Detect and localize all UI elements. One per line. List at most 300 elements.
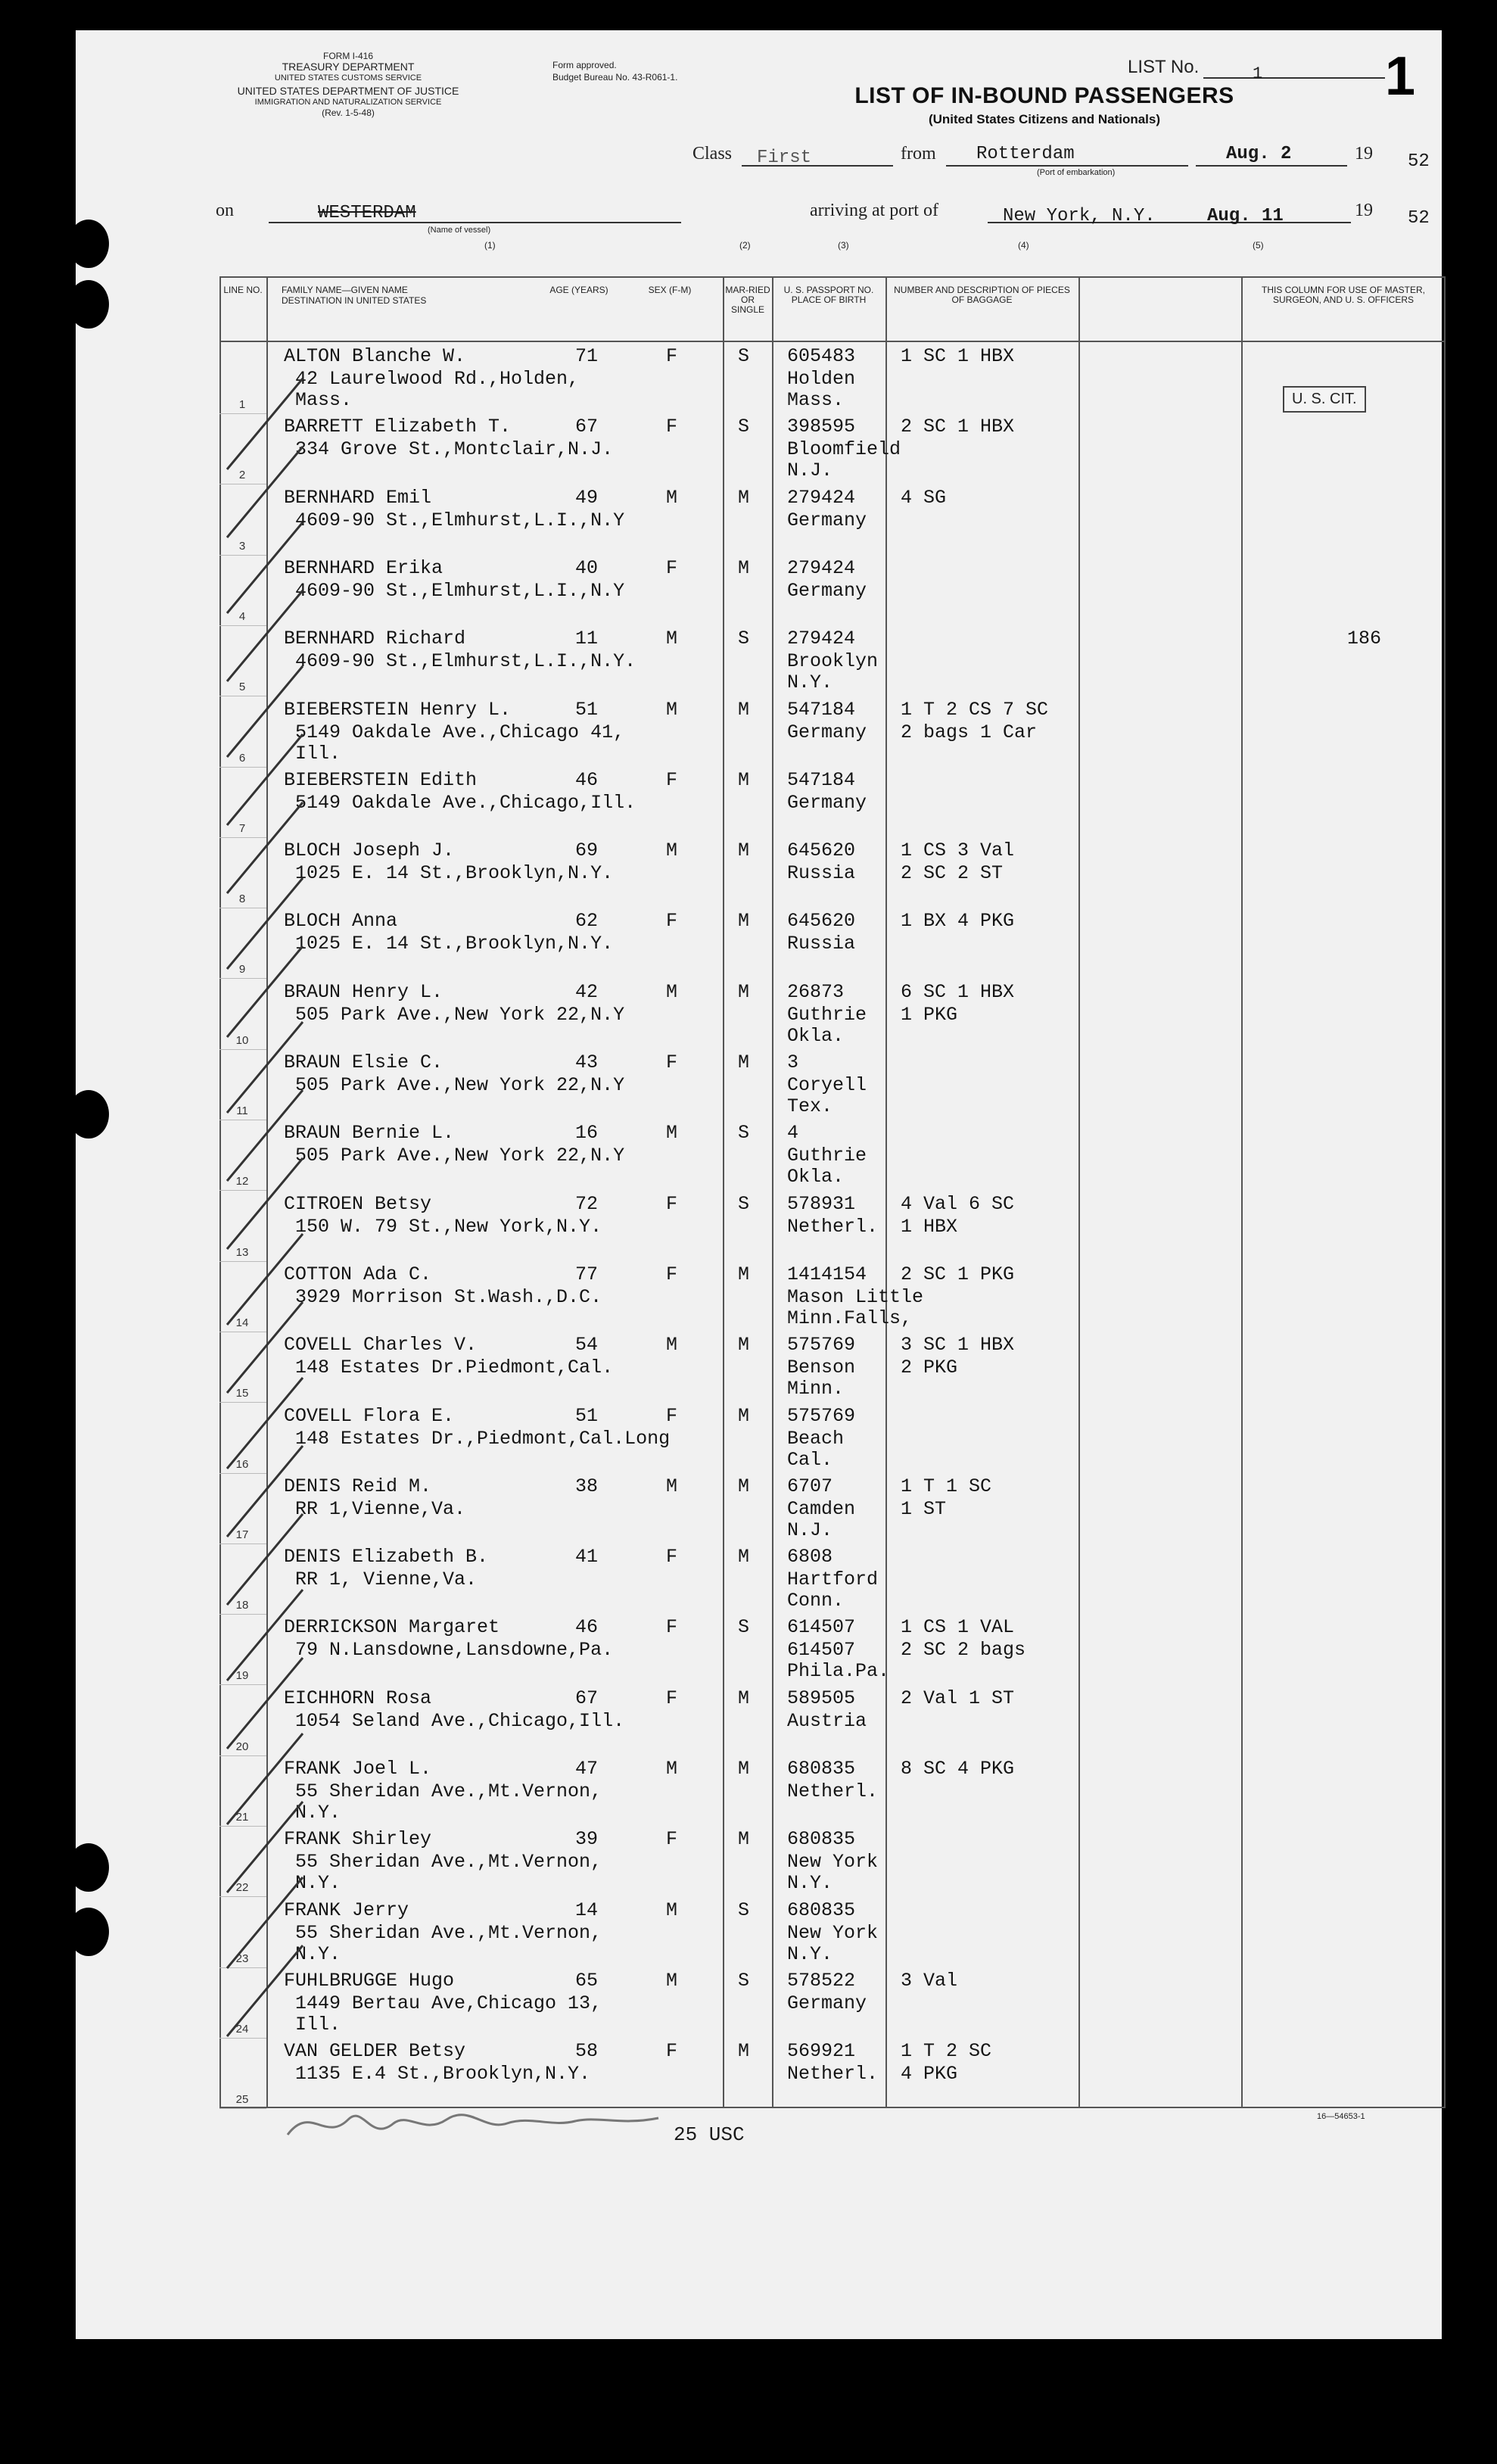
table-row bbox=[219, 908, 1446, 979]
line-number: 6 bbox=[238, 751, 246, 765]
passenger-marital: M bbox=[738, 910, 750, 933]
officer-note: 186 bbox=[1347, 628, 1382, 650]
place-of-birth: Hartford bbox=[787, 1568, 879, 1591]
line-number: 22 bbox=[235, 1881, 249, 1895]
place-of-birth: Camden bbox=[787, 1497, 856, 1520]
passenger-name: BLOCH Joseph J. bbox=[284, 840, 455, 862]
passenger-address: 5149 Oakdale Ave.,Chicago 41, bbox=[295, 721, 625, 743]
passenger-sex: M bbox=[666, 1334, 678, 1357]
baggage-line-1: 1 T 2 SC bbox=[901, 2040, 992, 2063]
col-line-no: LINE NO. bbox=[223, 285, 263, 295]
table-row bbox=[219, 1685, 1446, 1756]
passenger-marital: M bbox=[738, 698, 750, 721]
passport-number: 589505 bbox=[787, 1687, 856, 1709]
table-row bbox=[219, 1120, 1446, 1191]
passenger-sex: M bbox=[666, 1899, 678, 1921]
passport-number: 680835 bbox=[787, 1828, 856, 1851]
passport-number: 398595 bbox=[787, 416, 856, 438]
passport-number: 6707 bbox=[787, 1475, 833, 1497]
line-number: 18 bbox=[235, 1599, 249, 1612]
passenger-marital: M bbox=[738, 1051, 750, 1073]
baggage-line-1: 1 CS 3 Val bbox=[901, 840, 1015, 862]
check-marks bbox=[219, 363, 356, 2107]
binder-hole bbox=[68, 1908, 109, 1956]
justice-dept: UNITED STATES DEPARTMENT OF JUSTICE bbox=[237, 85, 459, 97]
baggage-line-2: 1 HBX bbox=[901, 1215, 958, 1238]
passenger-name: DENIS Reid M. bbox=[284, 1475, 432, 1497]
from-line bbox=[946, 165, 1188, 167]
col-num-3: (3) bbox=[838, 240, 849, 251]
line-number: 1 bbox=[238, 398, 246, 411]
depart-date: Aug. 2 bbox=[1226, 144, 1292, 164]
passport-number: 6808 bbox=[787, 1546, 833, 1568]
table-row bbox=[219, 1544, 1446, 1615]
place-of-birth: Netherl. bbox=[787, 1780, 879, 1802]
row-separator bbox=[219, 2108, 266, 2109]
place-of-birth: Germany bbox=[787, 1992, 867, 2014]
passenger-age: 46 bbox=[575, 768, 599, 791]
place-of-birth: Netherl. bbox=[787, 2063, 879, 2086]
place-of-birth: New York bbox=[787, 1921, 879, 1944]
col-num-5: (5) bbox=[1253, 240, 1264, 251]
line-number: 10 bbox=[235, 1033, 249, 1047]
passenger-address: 55 Sheridan Ave.,Mt.Vernon, bbox=[295, 1921, 602, 1944]
passenger-age: 47 bbox=[575, 1758, 599, 1780]
col-num-1: (1) bbox=[484, 240, 496, 251]
immigration-service: IMMIGRATION AND NATURALIZATION SERVICE bbox=[254, 98, 442, 107]
binder-hole bbox=[68, 1843, 109, 1892]
passenger-age: 58 bbox=[575, 2040, 599, 2063]
place-of-birth: Guthrie bbox=[787, 1145, 867, 1167]
passenger-name: BIEBERSTEIN Edith bbox=[284, 768, 478, 791]
budget-bureau: Budget Bureau No. 43-R061-1. bbox=[552, 72, 678, 83]
line-number: 24 bbox=[235, 2022, 249, 2036]
year-value-1: 52 bbox=[1408, 151, 1430, 172]
passenger-marital: M bbox=[738, 1334, 750, 1357]
passenger-name: BRAUN Henry L. bbox=[284, 980, 443, 1003]
baggage-line-1: 4 SG bbox=[901, 486, 947, 509]
place-of-birth: New York bbox=[787, 1851, 879, 1874]
passport-number: 547184 bbox=[787, 698, 856, 721]
passenger-address: 55 Sheridan Ave.,Mt.Vernon, bbox=[295, 1851, 602, 1874]
line-number: 4 bbox=[238, 609, 246, 623]
customs-service: UNITED STATES CUSTOMS SERVICE bbox=[274, 73, 422, 83]
table-row bbox=[219, 767, 1446, 838]
passenger-marital: S bbox=[738, 1899, 750, 1921]
table-row bbox=[219, 1826, 1446, 1897]
passenger-sex: F bbox=[666, 1687, 678, 1709]
passenger-name: FRANK Joel L. bbox=[284, 1758, 432, 1780]
passenger-marital: M bbox=[738, 1404, 750, 1427]
list-no-value: 1 bbox=[1253, 64, 1263, 83]
passport-number: 578931 bbox=[787, 1192, 856, 1215]
place-of-birth: Germany bbox=[787, 791, 867, 814]
passenger-age: 46 bbox=[575, 1616, 599, 1639]
col-sex: SEX (F-M) bbox=[648, 285, 692, 295]
passenger-name: COTTON Ada C. bbox=[284, 1263, 432, 1285]
passenger-marital: S bbox=[738, 1192, 750, 1215]
passenger-sex: M bbox=[666, 486, 678, 509]
passenger-age: 14 bbox=[575, 1899, 599, 1921]
passenger-name: BRAUN Bernie L. bbox=[284, 1122, 455, 1145]
passenger-address: 150 W. 79 St.,New York,N.Y. bbox=[295, 1215, 602, 1238]
table-row bbox=[219, 979, 1446, 1050]
passport-number: 569921 bbox=[787, 2040, 856, 2063]
place-of-birth-cont: Cal. bbox=[787, 1448, 833, 1471]
passenger-age: 51 bbox=[575, 698, 599, 721]
place-of-birth-cont: Minn.Falls, bbox=[787, 1307, 913, 1329]
table-row bbox=[219, 413, 1446, 484]
usc-note: 25 USC bbox=[674, 2123, 745, 2146]
us-citizen-stamp: U. S. CIT. bbox=[1283, 386, 1366, 413]
passenger-marital: M bbox=[738, 486, 750, 509]
passenger-name: CITROEN Betsy bbox=[284, 1192, 432, 1215]
passport-number: 645620 bbox=[787, 840, 856, 862]
passenger-address: 4609-90 St.,Elmhurst,L.I.,N.Y. bbox=[295, 650, 636, 673]
passport-number: 1414154 bbox=[787, 1263, 867, 1285]
place-of-birth: Austria bbox=[787, 1709, 867, 1732]
passenger-sex: M bbox=[666, 1475, 678, 1497]
place-of-birth: Netherl. bbox=[787, 1215, 879, 1238]
place-of-birth: Guthrie bbox=[787, 1003, 867, 1026]
place-of-birth-cont: N.J. bbox=[787, 459, 833, 482]
col-destination: DESTINATION IN UNITED STATES bbox=[282, 295, 427, 306]
list-no-line bbox=[1203, 77, 1385, 79]
passport-number: 3 bbox=[787, 1051, 799, 1073]
passenger-age: 69 bbox=[575, 840, 599, 862]
passenger-age: 43 bbox=[575, 1051, 599, 1073]
line-number: 14 bbox=[235, 1316, 249, 1329]
passenger-sex: F bbox=[666, 910, 678, 933]
passenger-name: COVELL Flora E. bbox=[284, 1404, 455, 1427]
passenger-address-cont: N.Y. bbox=[295, 1802, 341, 1824]
passenger-marital: M bbox=[738, 1546, 750, 1568]
line-number: 16 bbox=[235, 1457, 249, 1471]
baggage-line-1: 3 Val bbox=[901, 1969, 958, 1992]
place-of-birth-cont: N.J. bbox=[787, 1519, 833, 1541]
passenger-marital: M bbox=[738, 1758, 750, 1780]
passenger-address-cont: Ill. bbox=[295, 2013, 341, 2036]
passport-number: 575769 bbox=[787, 1404, 856, 1427]
table-row bbox=[219, 1403, 1446, 1474]
place-of-birth-cont: N.Y. bbox=[787, 1942, 833, 1965]
table-row bbox=[219, 1967, 1446, 2039]
line-number: 9 bbox=[238, 963, 246, 977]
passenger-age: 41 bbox=[575, 1546, 599, 1568]
passenger-sex: F bbox=[666, 1192, 678, 1215]
baggage-line-2: 1 ST bbox=[901, 1497, 947, 1520]
passenger-sex: M bbox=[666, 1122, 678, 1145]
baggage-line-1: 1 SC 1 HBX bbox=[901, 345, 1015, 367]
passenger-marital: M bbox=[738, 980, 750, 1003]
passenger-address: 505 Park Ave.,New York 22,N.Y bbox=[295, 1145, 625, 1167]
table-row bbox=[219, 1897, 1446, 1968]
passenger-address: 4609-90 St.,Elmhurst,L.I.,N.Y bbox=[295, 509, 625, 531]
col-married: MAR-RIED OR SINGLE bbox=[725, 285, 770, 315]
place-of-birth: Russia bbox=[787, 862, 856, 885]
line-number: 20 bbox=[235, 1740, 249, 1753]
place-of-birth: 614507 bbox=[787, 1639, 856, 1662]
passport-number: 680835 bbox=[787, 1758, 856, 1780]
passenger-address: 79 N.Lansdowne,Lansdowne,Pa. bbox=[295, 1639, 614, 1662]
passenger-sex: M bbox=[666, 698, 678, 721]
passenger-address: 1449 Bertau Ave,Chicago 13, bbox=[295, 1992, 602, 2014]
passenger-marital: M bbox=[738, 1263, 750, 1285]
revision: (Rev. 1-5-48) bbox=[322, 107, 375, 118]
passenger-marital: S bbox=[738, 345, 750, 367]
place-of-birth-cont: N.Y. bbox=[787, 1872, 833, 1895]
passenger-name: DERRICKSON Margaret bbox=[284, 1616, 500, 1639]
place-of-birth-cont: N.Y. bbox=[787, 671, 833, 694]
place-of-birth-cont: Okla. bbox=[787, 1166, 845, 1188]
passenger-name: FRANK Jerry bbox=[284, 1899, 409, 1921]
passenger-address: 1135 E.4 St.,Brooklyn,N.Y. bbox=[295, 2063, 591, 2086]
passenger-name: BERNHARD Richard bbox=[284, 628, 466, 650]
arrival-date: Aug. 11 bbox=[1207, 206, 1284, 226]
passenger-name: BERNHARD Erika bbox=[284, 556, 443, 579]
table-row bbox=[219, 625, 1446, 696]
passenger-name: BRAUN Elsie C. bbox=[284, 1051, 443, 1073]
binder-hole bbox=[68, 220, 109, 268]
passenger-marital: M bbox=[738, 1687, 750, 1709]
place-of-birth-cont: Mass. bbox=[787, 389, 845, 411]
table-row bbox=[219, 1614, 1446, 1685]
passenger-name: ALTON Blanche W. bbox=[284, 345, 466, 367]
passenger-name: BARRETT Elizabeth T. bbox=[284, 416, 512, 438]
baggage-line-1: 1 BX 4 PKG bbox=[901, 910, 1015, 933]
line-number: 17 bbox=[235, 1528, 249, 1541]
passenger-age: 49 bbox=[575, 486, 599, 509]
passenger-address: 3929 Morrison St.Wash.,D.C. bbox=[295, 1285, 602, 1308]
passenger-age: 71 bbox=[575, 345, 599, 367]
passenger-sex: F bbox=[666, 1828, 678, 1851]
line-number: 23 bbox=[235, 1952, 249, 1965]
place-of-birth-cont: Okla. bbox=[787, 1024, 845, 1047]
passenger-sex: F bbox=[666, 1404, 678, 1427]
line-number: 13 bbox=[235, 1245, 249, 1259]
line-number: 11 bbox=[236, 1104, 248, 1117]
line-number: 15 bbox=[235, 1387, 249, 1400]
baggage-line-2: 4 PKG bbox=[901, 2063, 958, 2086]
passenger-sex: M bbox=[666, 1758, 678, 1780]
place-of-birth-cont: Phila.Pa. bbox=[787, 1660, 890, 1683]
baggage-line-2: 1 PKG bbox=[901, 1003, 958, 1026]
passenger-age: 11 bbox=[575, 628, 599, 650]
passenger-address-cont: N.Y. bbox=[295, 1942, 341, 1965]
passenger-address: RR 1, Vienne,Va. bbox=[295, 1568, 478, 1591]
passenger-address: 505 Park Ave.,New York 22,N.Y bbox=[295, 1074, 625, 1096]
list-no-label: LIST No. bbox=[1128, 57, 1200, 77]
col-num-2: (2) bbox=[739, 240, 751, 251]
baggage-line-1: 6 SC 1 HBX bbox=[901, 980, 1015, 1003]
passenger-marital: M bbox=[738, 556, 750, 579]
passenger-age: 65 bbox=[575, 1969, 599, 1992]
depart-date-line bbox=[1196, 165, 1347, 167]
passenger-address: 334 Grove St.,Montclair,N.J. bbox=[295, 438, 614, 461]
passenger-sex: F bbox=[666, 2040, 678, 2063]
passenger-age: 40 bbox=[575, 556, 599, 579]
passenger-marital: S bbox=[738, 1616, 750, 1639]
from-label: from bbox=[901, 144, 936, 164]
passenger-marital: M bbox=[738, 768, 750, 791]
passenger-name: EICHHORN Rosa bbox=[284, 1687, 432, 1709]
line-number: 7 bbox=[238, 821, 246, 835]
baggage-line-1: 8 SC 4 PKG bbox=[901, 1758, 1015, 1780]
col-num-4: (4) bbox=[1018, 240, 1029, 251]
passenger-address: 42 Laurelwood Rd.,Holden, bbox=[295, 368, 580, 390]
passenger-table bbox=[219, 276, 1446, 2108]
table-row bbox=[219, 484, 1446, 556]
col-officers: THIS COLUMN FOR USE OF MASTER, SURGEON, AND U. S. OFFICERS bbox=[1261, 285, 1425, 305]
page-title: LIST OF IN-BOUND PASSENGERS bbox=[854, 83, 1234, 108]
line-number: 5 bbox=[238, 681, 246, 694]
place-of-birth: Brooklyn bbox=[787, 650, 879, 673]
passport-number: 614507 bbox=[787, 1616, 856, 1639]
form-number: FORM I-416 bbox=[322, 51, 373, 61]
col-passport: U. S. PASSPORT NO. PLACE OF BIRTH bbox=[783, 285, 874, 305]
line-number: 2 bbox=[238, 469, 246, 482]
passenger-age: 67 bbox=[575, 1687, 599, 1709]
place-of-birth: Germany bbox=[787, 509, 867, 531]
passenger-sex: F bbox=[666, 1051, 678, 1073]
passenger-age: 62 bbox=[575, 910, 599, 933]
passenger-address: 55 Sheridan Ave.,Mt.Vernon, bbox=[295, 1780, 602, 1802]
passport-number: 279424 bbox=[787, 556, 856, 579]
place-of-birth: Holden bbox=[787, 368, 856, 390]
big-list-number: 1 bbox=[1385, 46, 1416, 107]
passenger-address: 1054 Seland Ave.,Chicago,Ill. bbox=[295, 1709, 625, 1732]
baggage-line-2: 2 SC 2 bags bbox=[901, 1639, 1026, 1662]
binder-hole bbox=[68, 280, 109, 329]
table-row bbox=[219, 1755, 1446, 1827]
passenger-name: VAN GELDER Betsy bbox=[284, 2040, 466, 2063]
place-of-birth: Russia bbox=[787, 933, 856, 955]
passenger-name: DENIS Elizabeth B. bbox=[284, 1546, 489, 1568]
passenger-marital: S bbox=[738, 1969, 750, 1992]
passenger-address: 148 Estates Dr.,Piedmont,Cal.Long bbox=[295, 1427, 671, 1450]
passenger-name: BLOCH Anna bbox=[284, 910, 398, 933]
passenger-marital: M bbox=[738, 1475, 750, 1497]
col-name: FAMILY NAME—GIVEN NAME bbox=[282, 285, 408, 295]
passenger-sex: F bbox=[666, 1546, 678, 1568]
table-row bbox=[219, 837, 1446, 908]
passenger-age: 72 bbox=[575, 1192, 599, 1215]
passenger-age: 77 bbox=[575, 1263, 599, 1285]
col-age: AGE (YEARS) bbox=[549, 285, 608, 295]
passenger-marital: M bbox=[738, 2040, 750, 2063]
place-of-birth: Mason Little bbox=[787, 1285, 924, 1308]
passenger-name: FRANK Shirley bbox=[284, 1828, 432, 1851]
passenger-name: COVELL Charles V. bbox=[284, 1334, 478, 1357]
baggage-line-1: 3 SC 1 HBX bbox=[901, 1334, 1015, 1357]
passenger-marital: M bbox=[738, 840, 750, 862]
passenger-address: 5149 Oakdale Ave.,Chicago,Ill. bbox=[295, 791, 636, 814]
passenger-sex: F bbox=[666, 345, 678, 367]
passenger-age: 39 bbox=[575, 1828, 599, 1851]
passenger-address-cont: Ill. bbox=[295, 742, 341, 765]
passenger-sex: F bbox=[666, 768, 678, 791]
passenger-sex: F bbox=[666, 556, 678, 579]
line-number: 19 bbox=[235, 1669, 249, 1683]
passenger-address: 1025 E. 14 St.,Brooklyn,N.Y. bbox=[295, 933, 614, 955]
passenger-sex: F bbox=[666, 1263, 678, 1285]
baggage-line-1: 1 T 1 SC bbox=[901, 1475, 992, 1497]
passenger-age: 54 bbox=[575, 1334, 599, 1357]
line-number: 21 bbox=[235, 1811, 249, 1824]
passport-number: 279424 bbox=[787, 628, 856, 650]
table-row bbox=[219, 555, 1446, 626]
place-of-birth: Bloomfield bbox=[787, 438, 901, 461]
passenger-address: 505 Park Ave.,New York 22,N.Y bbox=[295, 1003, 625, 1026]
baggage-line-1: 4 Val 6 SC bbox=[901, 1192, 1015, 1215]
passenger-address: RR 1,Vienne,Va. bbox=[295, 1497, 466, 1520]
passenger-sex: M bbox=[666, 980, 678, 1003]
year-label-1: 19 bbox=[1355, 144, 1373, 164]
on-label: on bbox=[216, 201, 234, 220]
baggage-line-1: 2 SC 1 HBX bbox=[901, 416, 1015, 438]
table-row bbox=[219, 1332, 1446, 1403]
passport-number: 26873 bbox=[787, 980, 845, 1003]
place-of-birth-cont: Tex. bbox=[787, 1095, 833, 1117]
place-of-birth: Germany bbox=[787, 579, 867, 602]
table-row bbox=[219, 343, 1446, 414]
passport-number: 575769 bbox=[787, 1334, 856, 1357]
passenger-name: BIEBERSTEIN Henry L. bbox=[284, 698, 512, 721]
from-value: Rotterdam bbox=[976, 144, 1075, 164]
passenger-sex: M bbox=[666, 628, 678, 650]
passport-number: 680835 bbox=[787, 1899, 856, 1921]
place-of-birth-cont: Conn. bbox=[787, 1590, 845, 1612]
passenger-sex: M bbox=[666, 1969, 678, 1992]
page-subtitle: (United States Citizens and Nationals) bbox=[928, 112, 1161, 126]
baggage-line-1: 2 Val 1 ST bbox=[901, 1687, 1015, 1709]
passenger-sex: M bbox=[666, 840, 678, 862]
baggage-line-2: 2 PKG bbox=[901, 1357, 958, 1379]
vessel-caption: (Name of vessel) bbox=[428, 226, 491, 235]
place-of-birth: Benson bbox=[787, 1357, 856, 1379]
passenger-address-cont: Mass. bbox=[295, 389, 353, 411]
line-number: 8 bbox=[238, 892, 246, 906]
arrival-port: New York, N.Y. bbox=[1003, 206, 1156, 226]
class-label: Class bbox=[692, 144, 733, 164]
line-number: 3 bbox=[238, 539, 246, 553]
passenger-marital: S bbox=[738, 628, 750, 650]
passport-number: 645620 bbox=[787, 910, 856, 933]
line-number: 12 bbox=[235, 1175, 249, 1188]
passenger-age: 16 bbox=[575, 1122, 599, 1145]
table-row bbox=[219, 696, 1446, 768]
year-value-2: 52 bbox=[1408, 208, 1430, 229]
place-of-birth: Coryell bbox=[787, 1074, 867, 1096]
passenger-name: BERNHARD Emil bbox=[284, 486, 432, 509]
vessel-name: WESTERDAM bbox=[318, 203, 416, 223]
passenger-address: 148 Estates Dr.Piedmont,Cal. bbox=[295, 1357, 614, 1379]
passenger-sex: F bbox=[666, 1616, 678, 1639]
passenger-marital: S bbox=[738, 416, 750, 438]
passenger-marital: S bbox=[738, 1122, 750, 1145]
binder-hole bbox=[68, 1090, 109, 1139]
embarkation-caption: (Port of embarkation) bbox=[1037, 168, 1116, 177]
line-number: 25 bbox=[235, 2093, 249, 2107]
passenger-age: 67 bbox=[575, 416, 599, 438]
passport-number: 578522 bbox=[787, 1969, 856, 1992]
passenger-marital: M bbox=[738, 1828, 750, 1851]
passport-number: 279424 bbox=[787, 486, 856, 509]
baggage-line-1: 1 T 2 CS 7 SC bbox=[901, 698, 1049, 721]
place-of-birth: Germany bbox=[787, 721, 867, 743]
form-approved: Form approved. bbox=[552, 60, 617, 70]
manifest-sheet bbox=[76, 30, 1442, 2339]
